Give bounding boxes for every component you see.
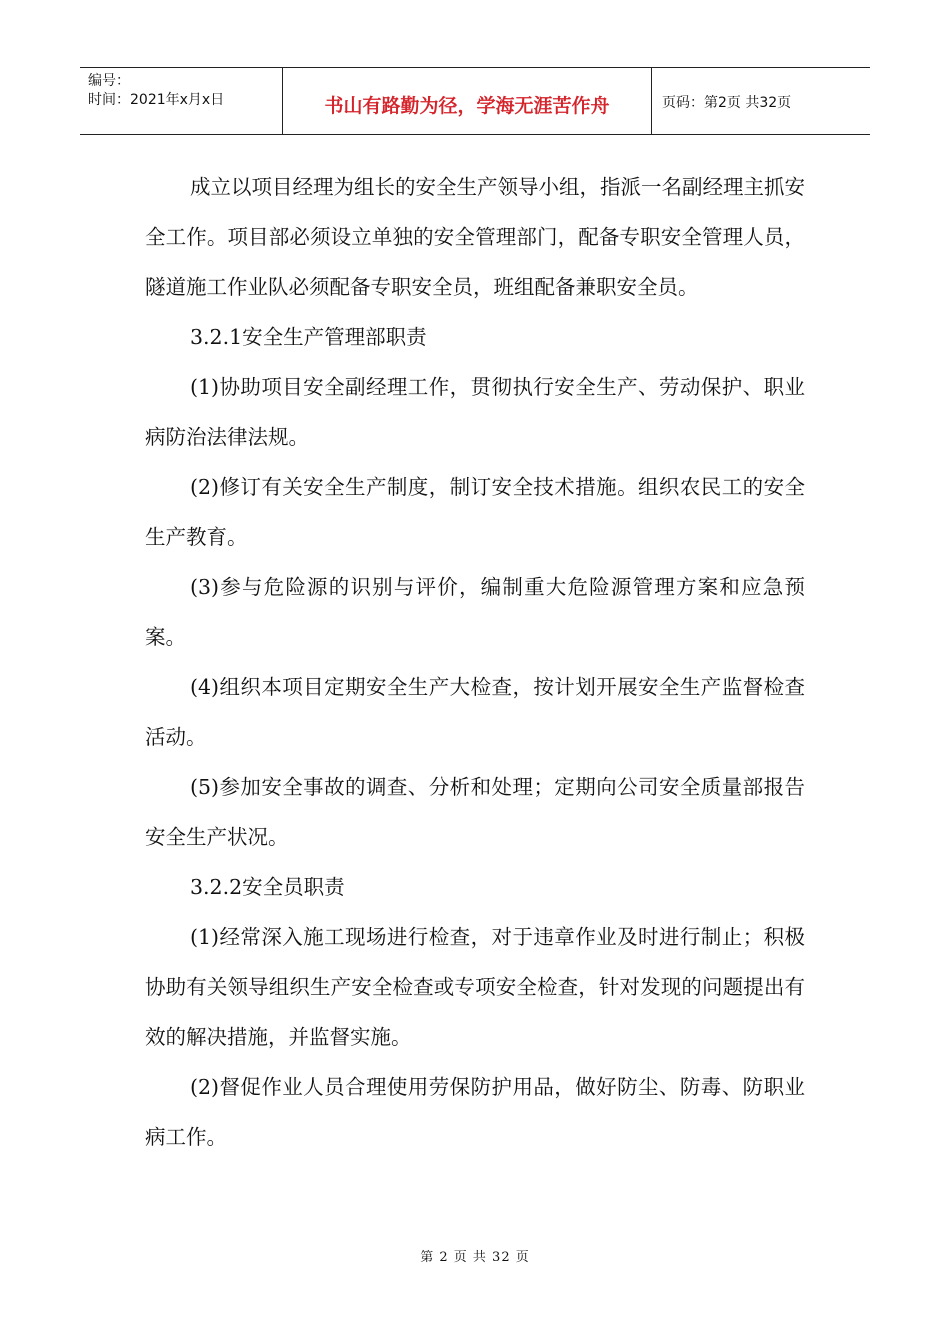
section-heading: 3.2.1安全生产管理部职责 (190, 325, 427, 349)
body-paragraph: (3)参与危险源的识别与评价，编制重大危险源管理方案和应急预案。 (145, 575, 805, 649)
header-motto: 书山有路勤为径，学海无涯苦作舟 (283, 68, 652, 134)
document-body (145, 162, 805, 1162)
document-time-label: 时间：2021年x月x日 (88, 92, 225, 108)
page-header (80, 67, 870, 135)
header-page-info: 页码：第2页 共32页 (662, 95, 792, 111)
document-number-label: 编号： (88, 73, 130, 89)
body-paragraph: 成立以项目经理为组长的安全生产领导小组，指派一名副经理主抓安全工作。项目部必须设立单独的安全管理部门，配备专职安全管理人员，隧道施工作业队必须配备专职安全员，班组配备兼职安全员。 (145, 175, 805, 299)
header-meta (80, 68, 283, 134)
body-paragraph: (2)修订有关安全生产制度，制订安全技术措施。组织农民工的安全生产教育。 (145, 475, 805, 549)
section-heading: 3.2.2安全员职责 (190, 875, 345, 899)
body-paragraph: (1)协助项目安全副经理工作，贯彻执行安全生产、劳动保护、职业病防治法律法规。 (145, 375, 805, 449)
body-paragraph: (4)组织本项目定期安全生产大检查，按计划开展安全生产监督检查活动。 (145, 675, 805, 749)
body-paragraph: (5)参加安全事故的调查、分析和处理；定期向公司安全质量部报告安全生产状况。 (145, 775, 805, 849)
page-footer: 第 2 页 共 32 页 (420, 1250, 530, 1265)
body-paragraph: (1)经常深入施工现场进行检查，对于违章作业及时进行制止；积极协助有关领导组织生产安全检查或专项安全检查，针对发现的问题提出有效的解决措施，并监督实施。 (145, 925, 805, 1049)
body-paragraph: (2)督促作业人员合理使用劳保防护用品，做好防尘、防毒、防职业病工作。 (145, 1075, 805, 1149)
